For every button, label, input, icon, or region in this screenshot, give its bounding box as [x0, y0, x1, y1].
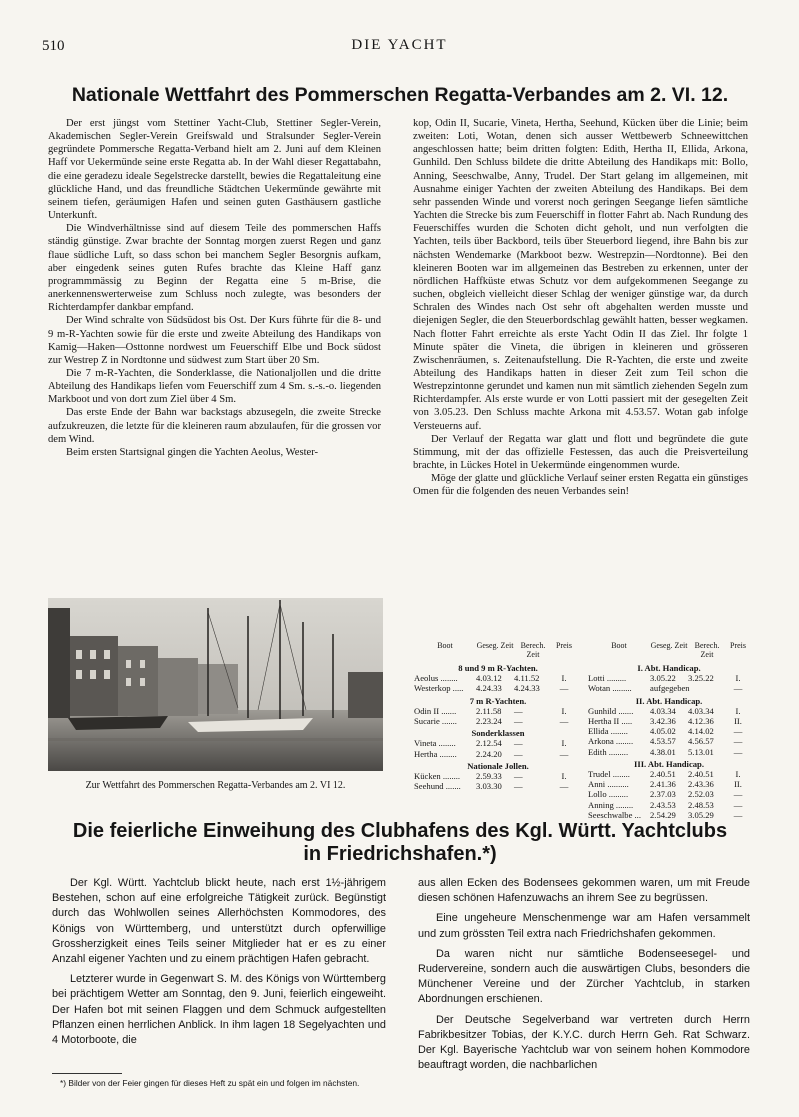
cell-sailed: 2.54.29: [650, 809, 676, 820]
cell-sailed: 2.59.33: [476, 771, 502, 782]
cell-boat: Trudel ........: [588, 769, 630, 780]
cell-sailed: 3.42.36: [650, 716, 676, 727]
table-row: [588, 810, 750, 820]
cell-boat: Anning ........: [588, 799, 634, 810]
table-row: [414, 673, 582, 683]
cell-prize: —: [733, 799, 743, 810]
table-row: [414, 716, 582, 726]
cell-sailed: 4.03.34: [650, 705, 676, 716]
article1-title: Nationale Wettfahrt des Pommerschen Regatta-Verbandes am 2. VI. 12.: [71, 84, 729, 106]
paragraph: Der Deutsche Segelverband war vertreten durch Herrn Fabrikbesitzer Tobias, der K.Y.C. durch Herrn Geh. Rat Schwarz. Der Kgl. Bayerische Yachtclub war von seinem hohen Kommodore beauftragt worden, die nachbarlichen: [418, 1013, 750, 1072]
cell-corrected: 4.56.57: [688, 736, 714, 747]
cell-corrected: 4.03.34: [688, 705, 714, 716]
cell-corrected: 2.48.53: [688, 799, 714, 810]
table-row: [588, 769, 750, 779]
running-title: DIE YACHT: [351, 37, 448, 53]
table-row: [414, 706, 582, 716]
cell-corrected: 4.12.36: [688, 716, 714, 727]
cell-boat: Lotti .........: [588, 673, 627, 684]
paragraph: Die 7 m-R-Yachten, die Sonderklasse, die Nationaljollen und die dritte Abteilung des Handikaps liefen vom Feuerschiff zum 4 Sm. s.-s.-o. liegenden Markboot und von dort zum Ziel über 4 Sm.: [48, 367, 381, 406]
paragraph: kop, Odin II, Sucarie, Vineta, Hertha, Seehund, Kücken über die Linie; beim zweiten: Loti, Wotan, denen sich ausser Wettbewerb Schneewittchen angeschlossen hatte; beim dritten folgten: Edith, Hertha II, Ellida, Arkona, Gunhild. Den Schluss bildete die dritte Abteilung des Handikaps mit: Bollo, Anning, Seeschwalbe, Anny, Trudel. Der Start gelang im allgemeinen, mit Ausnahme einiger Yachten der zweiten Abteilung des Handikaps. Bei dem sehr passenden Winde und vorerst noch geringen Seegange liefen sämtliche Yachten die Strecke bis zum Feuerschiff in flotter Fahrt ab. Nach Rundung des Feuerschiffes wurden die Schoten dicht geholt, und nun verfolgten die Yachten, teils über Backbord, teils über Steuerbord liegend, ihre Bahn bis zur nächsten Wendemarke (Markboot bezw. Westrepzin—Nordtonne). Bei den kleineren Booten war im allgemeinen das Bestreben zu erkennen, unter der nördlichen Haffküste etwas Schutz vor dem aufgekommenen Seegange zu suchen, obgleich vielleicht dieser Schlag der weniger günstige war, da durch Schralen des Windes nach Ost sehr oft abgehalten werden musste und diejenigen Segler, die den Steuerbordschlag gewählt hatten, besser wegkamen. Nach flotter Fahrt erreichte als erste Yacht Odin II das Ziel. Ihr folgte 1 Minute später die Vineta, die übrigen in kleineren und grösseren Zwischenräumen, s. Zeitenaufstellung. Die R-Yachten, die erste und zweite Abteilung des Handikaps hatten in dieser Zeit zum Teil schon die Westrepzintonne gerundet und kamen nun mit sämtlich ziehenden Segeln zum Richterdampfer. Als erste wurde er von Lotti passiert mit der gesegelten Zeit von 3.05.23. Den Schluss machte Arkona mit 4.53.57. Wotan gab infolge Versteuerns auf.: [413, 118, 748, 432]
cell-corrected: —: [514, 781, 523, 792]
cell-prize: I.: [561, 673, 567, 684]
cell-sailed: 4.24.33: [476, 683, 502, 694]
paragraph: Eine ungeheure Menschenmenge war am Hafen versammelt und zum grössten Teil extra nach Friedrichshafen gekommen.: [418, 912, 750, 940]
column-header-boat: Boot: [611, 641, 627, 650]
cell-boat: Hertha II .....: [588, 716, 633, 727]
cell-boat: Arkona ........: [588, 736, 634, 747]
table-row: [414, 781, 582, 791]
cell-sailed: 2.23.24: [476, 716, 502, 727]
table-row: [588, 800, 750, 810]
cell-corrected: [688, 683, 726, 693]
table-row: [588, 779, 750, 789]
column-header-sailed: Geseg. Zeit: [476, 641, 514, 650]
article1-column-left: [48, 117, 381, 459]
cell-prize: —: [733, 789, 743, 800]
results-section-heading: Nationale Jollen.: [467, 760, 529, 771]
table-row: [588, 726, 750, 736]
cell-prize: I.: [561, 771, 567, 782]
results-section-heading: III. Abt. Handicap.: [634, 758, 704, 769]
cell-boat: Ellida ........: [588, 726, 628, 737]
paragraph: Da waren nicht nur sämtliche Bodenseesegel- und Rudervereine, sondern auch die auswärtigen Clubs, besonders die Münchener Vereine und der Zürcher Yachtclub, in starken Abordnungen erschienen.: [418, 947, 750, 1006]
cell-sailed: 3.05.22: [650, 673, 676, 684]
cell-sailed: aufgegeben: [650, 683, 690, 694]
article2-title-line: Die feierliche Einweihung des Clubhafens des Kgl. Württ. Yachtclubs: [72, 820, 728, 842]
cell-boat: Odin II .......: [414, 705, 457, 716]
column-header-boat: Boot: [437, 641, 453, 650]
results-table-header: [588, 641, 750, 659]
cell-boat: Anni ..........: [588, 779, 629, 790]
cell-corrected: 4.24.33: [514, 683, 540, 694]
paragraph: Der Verlauf der Regatta war glatt und flott und begründete die gute Stimmung, mit der das offizielle Festessen, das auch die Preisverteilung brachte, in Lückes Hotel in Uekermünde eingenommen wurde.: [413, 433, 748, 472]
cell-sailed: 2.37.03: [650, 789, 676, 800]
cell-prize: I.: [735, 705, 741, 716]
paragraph: Beim ersten Startsignal gingen die Yachten Aeolus, Wester-: [66, 446, 319, 458]
cell-prize: I.: [735, 673, 741, 684]
cell-sailed: 2.12.54: [476, 738, 502, 749]
column-header-corrected: Berech. Zeit: [520, 641, 546, 659]
paragraph: aus allen Ecken des Bodensees gekommen waren, um mit Freude diesen schönen Hafenzuwachs an ihrem See zu begrüssen.: [418, 877, 750, 905]
footnote: *) Bilder von der Feier gingen für dieses Heft zu spät ein und folgen im nächsten.: [60, 1078, 360, 1088]
table-row: [588, 716, 750, 726]
cell-prize: —: [559, 781, 569, 792]
cell-sailed: 2.24.20: [476, 748, 502, 759]
results-section-heading: I. Abt. Handicap.: [637, 663, 701, 673]
cell-prize: —: [733, 683, 743, 694]
cell-boat: Wotan .........: [588, 683, 632, 694]
cell-prize: II.: [734, 716, 742, 727]
results-table-header: [414, 641, 582, 659]
table-row: [588, 706, 750, 716]
results-table-left: [414, 641, 582, 791]
cell-corrected: 5.13.01: [688, 746, 714, 757]
cell-sailed: 2.11.58: [476, 705, 502, 716]
cell-prize: II.: [734, 779, 742, 790]
paragraph: Der Wind schralte von Südsüdost bis Ost. Der Kurs führte für die 8- und 9 m-R-Yachten sowie für die erste und zweite Abteilung des Handikaps von Kamig—Haken—Osttonne nordwest um Feuerschiff Elbe und Bock südost zur Westrep Z in Nordtonne und südwest zum Start über 20 Sm.: [48, 315, 381, 366]
cell-sailed: 4.03.12: [476, 673, 502, 684]
column-header-corrected: Berech. Zeit: [694, 641, 720, 659]
table-row: [414, 749, 582, 759]
cell-boat: Gunhild .......: [588, 705, 634, 716]
results-section-heading: 8 und 9 m R-Yachten.: [458, 663, 538, 673]
paragraph: Der Kgl. Württ. Yachtclub blickt heute, nach erst 1½-jährigem Bestehen, schon auf eine erfolgreiche Tätigkeit zurück. Begünstigt durch das Wohlwollen seines Allerhöchsten Kommodores, des Königs von Württemberg, und unterstützt durch opferwillige Grossherzigkeit eines Teils seiner Mitglieder hat er es zu einer Anzahl eigener Yachten und zu einem prächtigen Hafen gebracht.: [52, 877, 386, 966]
cell-boat: Seeschwalbe ...: [588, 809, 641, 820]
cell-prize: I.: [561, 705, 567, 716]
article2-title-line: in Friedrichshafen.*): [303, 843, 497, 865]
cell-boat: Westerkop .....: [414, 683, 464, 694]
photo-caption: Zur Wettfahrt des Pommerschen Regatta-Verbandes am 2. VI 12.: [85, 780, 346, 791]
cell-prize: —: [733, 726, 743, 737]
cell-boat: Seehund .......: [414, 781, 461, 792]
cell-prize: I.: [735, 769, 741, 780]
paragraph: Das erste Ende der Bahn war backstags abzusegeln, die zweite Strecke aufzukreuzen, die letzte für die kleineren raum abzulaufen, für die grossen vor dem Wind.: [48, 407, 381, 445]
cell-prize: —: [559, 748, 569, 759]
cell-corrected: —: [514, 738, 523, 749]
cell-sailed: 2.40.51: [650, 769, 676, 780]
table-row: [588, 736, 750, 746]
table-row: [414, 771, 582, 781]
table-row: [414, 738, 582, 748]
cell-corrected: 4.14.02: [688, 726, 714, 737]
cell-sailed: 2.43.53: [650, 799, 676, 810]
column-header-prize: Preis: [556, 641, 572, 650]
cell-corrected: 3.05.29: [688, 809, 714, 820]
article1-column-right: [413, 117, 748, 499]
harbor-photo: [48, 598, 383, 771]
paragraph: Die Windverhältnisse sind auf diesem Teile des pommerschen Haffs ständig günstige. Zwar brachte der Sonntag morgen zuerst Regen und ganz flaue südliche Luft, so dass schon bei manchem Segler Besorgnis aufkam, aber eingedenk seines guten Rufes brachte das Kleine Haff ganz programmmässig zu Beginn der Regatta eine 5 m-Brise, die anerkennenswerterweise zum Schluss noch zulegte, was besonders der Richterdampfer dankbar empfand.: [48, 223, 381, 314]
cell-boat: Sucarie .......: [414, 716, 457, 727]
cell-prize: —: [733, 736, 743, 747]
cell-corrected: —: [514, 748, 523, 759]
paragraph: Letzterer wurde in Gegenwart S. M. des Königs von Württemberg bei prächtigem Wetter am Sonntag, den 9. Juni, feierlich eingeweiht. Der Hafen bot mit seinen Flaggen und dem Schmuck aufgestellten Pflanzen einen herrlichen Anblick. In ihm lagen 18 Segelyachten und 4 Motorboote, die: [52, 973, 386, 1047]
cell-prize: —: [733, 809, 743, 820]
cell-sailed: 4.38.01: [650, 746, 676, 757]
cell-boat: Vineta ........: [414, 738, 456, 749]
results-section-heading: 7 m R-Yachten.: [469, 695, 527, 706]
article2-title: [20, 820, 780, 866]
cell-corrected: 4.11.52: [514, 673, 540, 684]
cell-corrected: 2.40.51: [688, 769, 714, 780]
cell-sailed: 4.05.02: [650, 726, 676, 737]
cell-boat: Hertha ........: [414, 748, 457, 759]
cell-prize: —: [733, 746, 743, 757]
column-header-sailed: Geseg. Zeit: [650, 641, 688, 650]
harbor-photo-illustration: [48, 598, 383, 771]
table-row: [588, 747, 750, 757]
cell-corrected: —: [514, 716, 523, 727]
article2-column-left: [52, 876, 386, 1053]
page-number: 510: [42, 38, 65, 54]
paragraph: Der erst jüngst vom Stettiner Yacht-Club, Stettiner Segler-Verein, Akademischen Segler-Verein Greifswald und Stralsunder Segler-Verein gegründete Pommersche Regatta-Verband hielt am 2. Juni auf dem Kleinen Haff vor Uekermünde seine erste Regatta ab. In der Wahl dieser Regattabahn, die eine geradezu ideale Segelstrecke darstellt, bewies die Regattaleitung eine glückliche Hand, und das freundliche Städtchen Uekermünde gewährte mit seinem tiefen, geräumigen Hafen und seinen guten Gasthäusern gastliche Unterkunft.: [48, 118, 381, 222]
footnote-rule: [52, 1073, 122, 1074]
cell-sailed: 2.41.36: [650, 779, 676, 790]
results-table-right: [588, 641, 750, 820]
table-row: [414, 683, 582, 693]
cell-boat: Kücken ........: [414, 771, 461, 782]
cell-corrected: —: [514, 705, 523, 716]
table-row: [588, 789, 750, 799]
cell-sailed: 4.53.57: [650, 736, 676, 747]
cell-corrected: 2.52.03: [688, 789, 714, 800]
table-row: [588, 673, 750, 683]
cell-corrected: 2.43.36: [688, 779, 714, 790]
table-row: [588, 683, 750, 693]
column-header-prize: Preis: [730, 641, 746, 650]
cell-sailed: 3.03.30: [476, 781, 502, 792]
cell-corrected: 3.25.22: [688, 673, 714, 684]
cell-prize: I.: [561, 738, 567, 749]
cell-prize: —: [559, 683, 569, 694]
cell-boat: Edith .........: [588, 746, 629, 757]
results-section-heading: II. Abt. Handicap.: [635, 695, 703, 706]
cell-prize: —: [559, 716, 569, 727]
results-section-heading: Sonderklassen: [471, 728, 525, 739]
paragraph: Möge der glatte und glückliche Verlauf seiner ersten Regatta ein günstiges Omen für die folgenden des neuen Verbandes sein!: [413, 473, 748, 498]
article2-column-right: [418, 876, 750, 1078]
cell-boat: Aeolus ........: [414, 673, 458, 684]
cell-boat: Lollo .........: [588, 789, 629, 800]
cell-corrected: —: [514, 771, 523, 782]
